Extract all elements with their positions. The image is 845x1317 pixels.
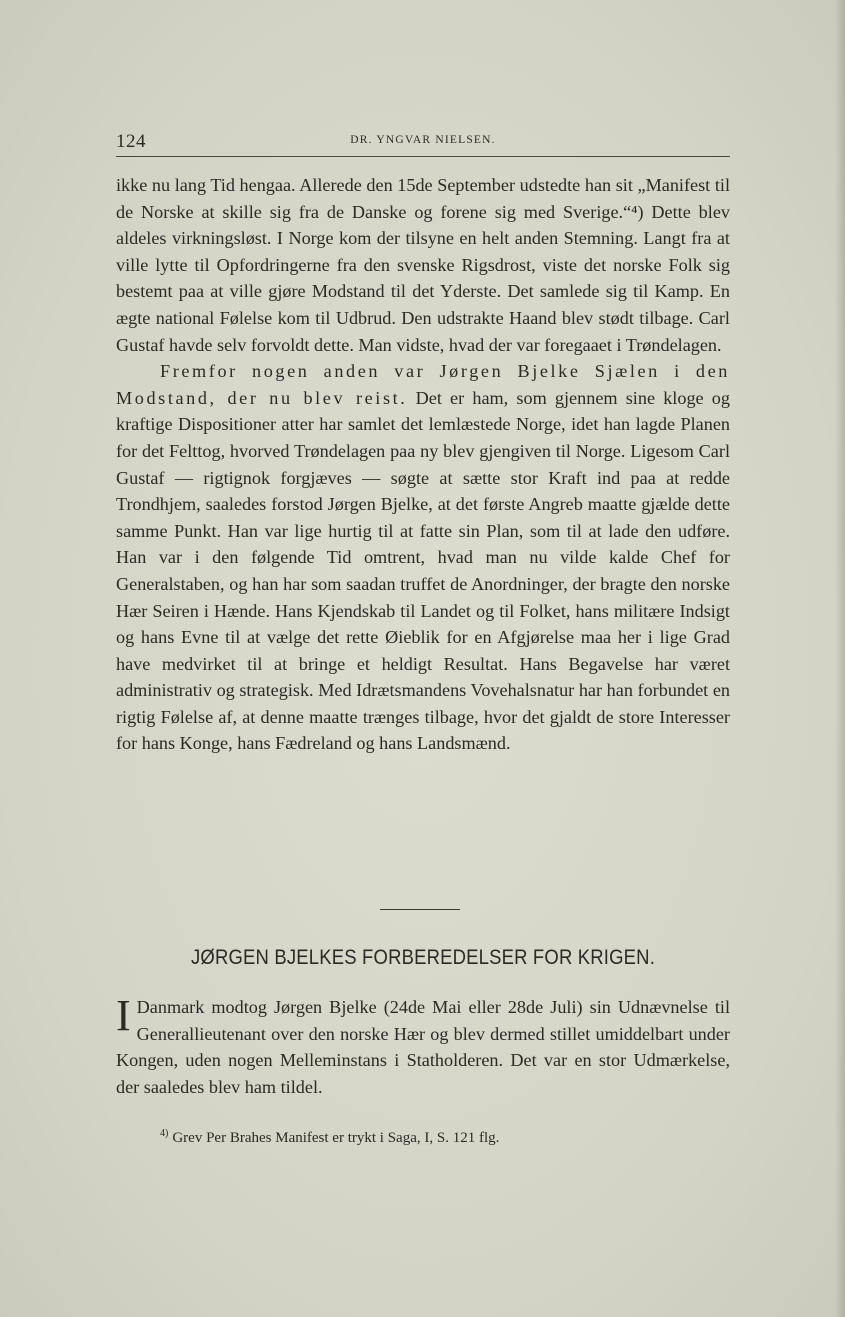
paragraph-1: ikke nu lang Tid hengaa. Allerede den 15de September udstedte han sit „Manifest til de Norske at skille sig fra de Danske og forene sig med Sverige.“⁴) Dette blev aldeles virkningsløst. I Norge kom der tilsyne en helt anden Stemning. Langt fra at ville lytte til Opfordringerne fra den svenske Rigsdrost, viste det norske Folk sig bestemt paa at ville gjøre Modstand til det Yderste. Det samlede sig til Kamp. En ægte national Følelse kom til Udbrud. Den udstrakte Haand blev stødt tilbage. Carl Gustaf havde selv forvoldt dette. Man vidste, hvad der var foregaaet i Trøndelagen. xyxy=(116,175,730,355)
footnote-text: Grev Per Brahes Manifest er trykt i Saga, I, S. 121 flg. xyxy=(172,1130,500,1146)
paragraph-2-emphasis: Fremfor nogen anden var Jørgen Bjelke Sjælen i den Modstand, der nu blev reist. xyxy=(116,361,730,408)
page-edge-shadow xyxy=(835,0,845,1317)
drop-cap: I xyxy=(116,991,131,1040)
footnote-marker: 4) xyxy=(160,1128,169,1139)
section-paragraph xyxy=(116,991,730,1100)
section-heading: JØRGEN BJELKES FORBEREDELSER FOR KRIGEN. xyxy=(190,946,656,969)
paragraph-2 xyxy=(116,358,730,757)
footnote xyxy=(160,1124,730,1148)
section-text xyxy=(116,991,730,1100)
running-head: DR. YNGVAR NIELSEN. xyxy=(350,134,496,146)
section-paragraph-text: Danmark modtog Jørgen Bjelke (24de Mai eller 28de Juli) sin Udnævnelse til Generallieutenant over den norske Hær og blev dermed stillet umiddelbart under Kongen, uden nogen Melleminstans i Statholderen. Det var en stor Udmærkelse, der saaledes blev ham tildel. xyxy=(116,997,730,1097)
section-divider xyxy=(380,909,460,910)
page-header xyxy=(116,128,730,157)
body-text xyxy=(116,172,730,757)
paragraph-2-text: Det er ham, som gjennem sine kloge og kraftige Dispositioner atter har samlet det lemlæstede Norge, idet han lagde Planen for det Felttog, hvorved Trøndelagen paa ny blev gjengiven til Norge. Ligesom Carl Gustaf — rigtignok forgjæves — søgte at sætte stor Kraft ind paa at redde Trondhjem, saaledes forstod Jørgen Bjelke, at det første Angreb maatte gjælde dette samme Punkt. Han var lige hurtig til at fatte sin Plan, som til at lade den udføre. Han var i den følgende Tid omtrent, hvad man nu vilde kalde Chef for Generalstaben, og han har som saadan truffet de Anordninger, der bragte den norske Hær Seiren i Hænde. Hans Kjendskab til Landet og til Folket, hans militære Indsigt og hans Evne til at vælge det rette Øieblik for en Afgjørelse maa her i lige Grad have medvirket til at bringe et heldigt Resultat. Hans Begavelse har været administrativ og strategisk. Med Idrætsmandens Vovehalsnatur har han forbundet en rigtig Følelse af, at denne maatte trænges tilbage, hvor det gjaldt de store Interesser for hans Konge, hans Fædreland og hans Landsmænd. xyxy=(116,387,730,754)
page-number: 124 xyxy=(116,131,146,152)
